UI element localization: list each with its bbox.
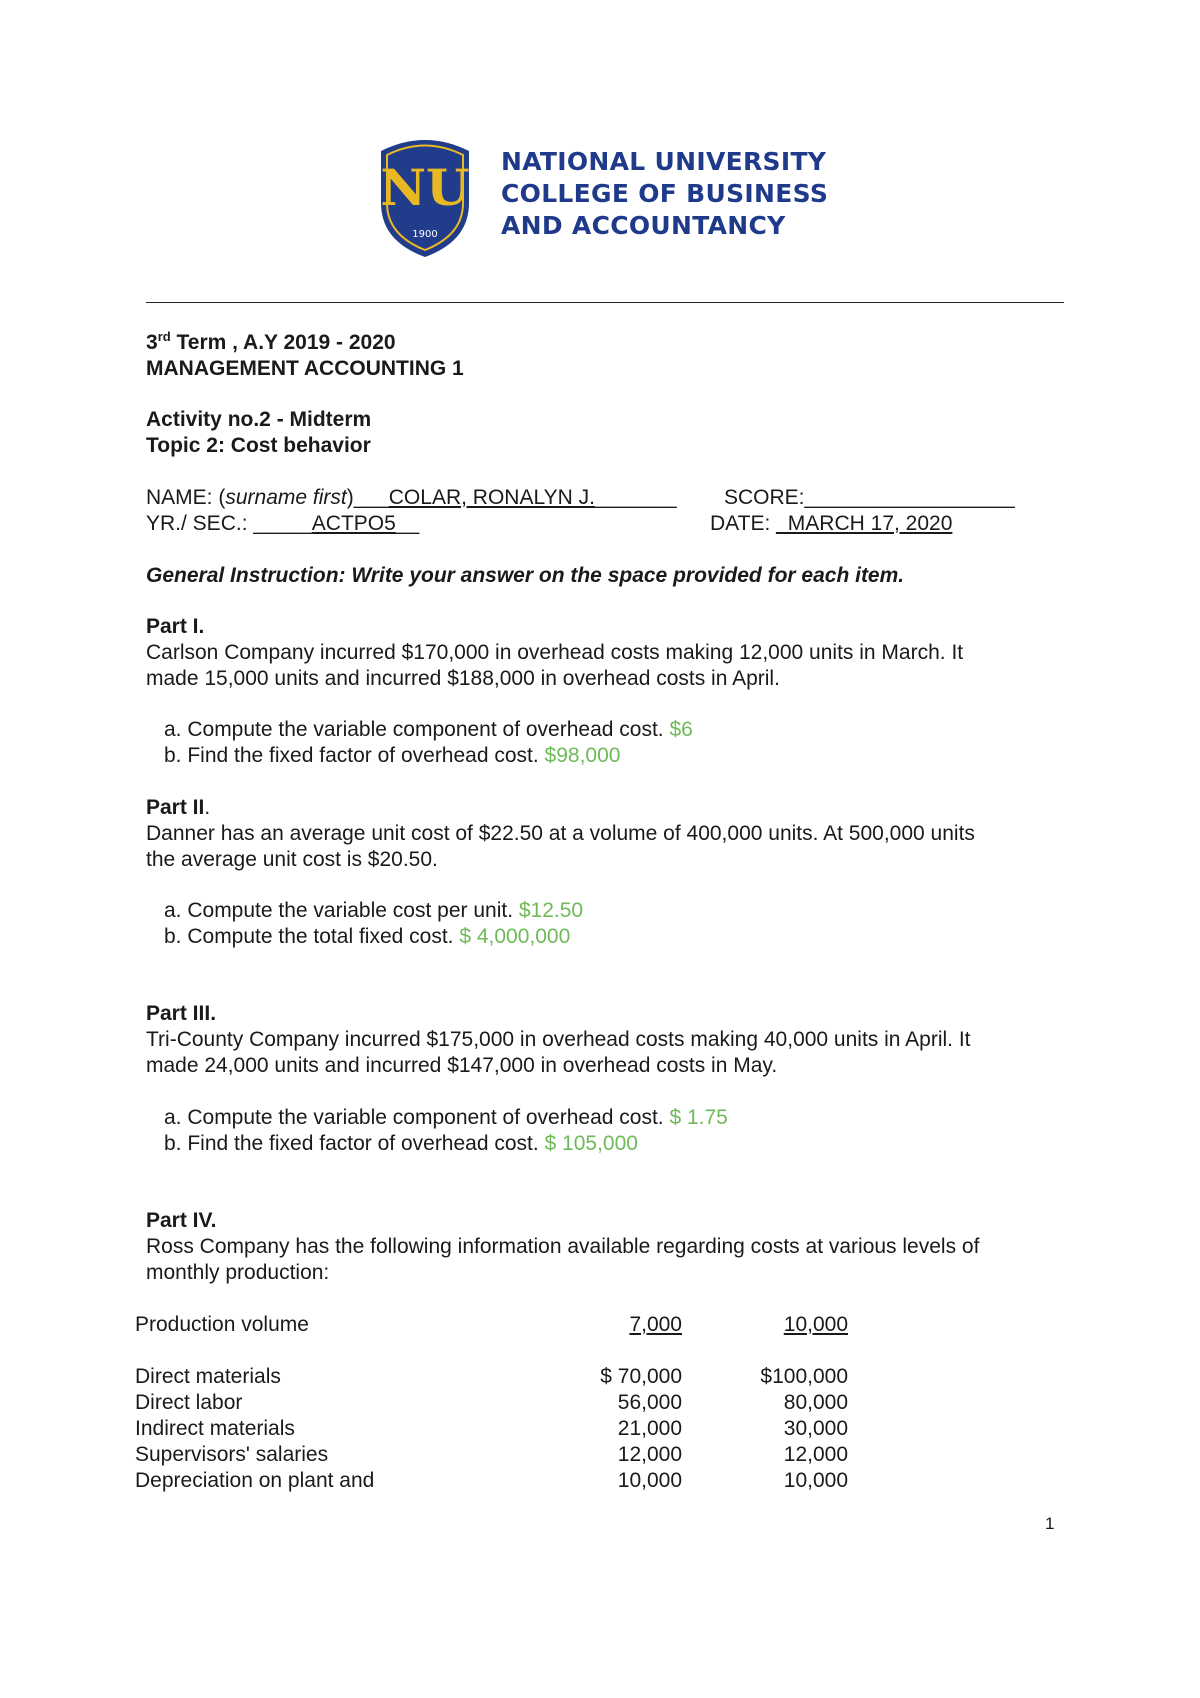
table-row-label: Direct materials <box>135 1365 281 1388</box>
table-cell: 30,000 <box>783 1417 848 1440</box>
activity-title: Activity no.2 - Midterm <box>146 408 372 431</box>
part-2-question-a: a. Compute the variable cost per unit. $12.50 <box>164 899 584 922</box>
part-2-text: Danner has an average unit cost of $22.50 at a volume of 400,000 units. At 500,000 units <box>146 822 975 845</box>
part-3-text: Tri-County Company incurred $175,000 in overhead costs making 40,000 units in April. It <box>146 1028 971 1051</box>
table-cell: 12,000 <box>783 1443 848 1466</box>
topic-title: Topic 2: Cost behavior <box>146 434 371 457</box>
part-3-text: made 24,000 units and incurred $147,000 in overhead costs in May. <box>146 1054 778 1077</box>
table-header-col1: 7,000 <box>629 1313 682 1336</box>
name-score-line: NAME: (surname first)___COLAR, RONALYN J._______ SCORE:__________________ <box>146 486 1015 509</box>
term-line: 3rd Term , A.Y 2019 - 2020 <box>146 329 396 354</box>
part-3-title: Part III. <box>146 1002 217 1025</box>
institution-name: NATIONAL UNIVERSITY COLLEGE OF BUSINESS AND ACCOUNTANCY <box>501 147 829 240</box>
table-row-label: Direct labor <box>135 1391 243 1414</box>
university-logo <box>371 133 479 259</box>
part-3-question-a: a. Compute the variable component of overhead cost. $ 1.75 <box>164 1106 728 1129</box>
table-header-label: Production volume <box>135 1313 309 1336</box>
logo-year: 1900 <box>412 229 438 240</box>
answer: $6 <box>669 718 693 741</box>
table-row-label: Indirect materials <box>135 1417 295 1440</box>
name-value: COLAR, RONALYN J. <box>388 486 595 509</box>
answer: $98,000 <box>544 744 621 767</box>
part-1-question-a: a. Compute the variable component of overhead cost. $6 <box>164 718 693 741</box>
part-2-title: Part II. <box>146 796 211 819</box>
answer: $ 4,000,000 <box>459 925 571 948</box>
table-cell: 10,000 <box>783 1469 848 1492</box>
part-4-text: Ross Company has the following information available regarding costs at various levels of <box>146 1235 980 1258</box>
score-blank: __________________ <box>804 486 1015 509</box>
answer: $12.50 <box>518 899 584 922</box>
part-4-text: monthly production: <box>146 1261 330 1284</box>
part-2-question-b: b. Compute the total fixed cost. $ 4,000,000 <box>164 925 571 948</box>
table-cell: $100,000 <box>760 1365 848 1388</box>
part-4-title: Part IV. <box>146 1209 217 1232</box>
general-instruction: General Instruction: Write your answer on the space provided for each item. <box>146 564 905 587</box>
table-cell: 12,000 <box>617 1443 682 1466</box>
part-1-text: made 15,000 units and incurred $188,000 in overhead costs in April. <box>146 667 780 690</box>
header-divider <box>146 302 1064 303</box>
table-cell: 10,000 <box>617 1469 682 1492</box>
part-2-text: the average unit cost is $20.50. <box>146 848 438 871</box>
table-row-label: Supervisors' salaries <box>135 1443 329 1466</box>
table-header-col2: 10,000 <box>783 1313 848 1336</box>
table-cell: 21,000 <box>617 1417 682 1440</box>
part-1-text: Carlson Company incurred $170,000 in overhead costs making 12,000 units in March. It <box>146 641 964 664</box>
answer: $ 1.75 <box>669 1106 728 1129</box>
part-3-question-b: b. Find the fixed factor of overhead cost. $ 105,000 <box>164 1132 638 1155</box>
page-number: 1 <box>1045 1514 1055 1533</box>
date-value: _MARCH 17, 2020 <box>776 512 953 535</box>
part-1-question-b: b. Find the fixed factor of overhead cost. $98,000 <box>164 744 621 767</box>
table-cell: 56,000 <box>617 1391 682 1414</box>
logo-letters: NU <box>380 158 470 217</box>
part-1-title: Part I. <box>146 615 205 638</box>
yrsec-date-line: YR./ SEC.: _____ACTPO5__ DATE: _MARCH 17, 2020 <box>146 512 953 535</box>
answer: $ 105,000 <box>544 1132 638 1155</box>
yrsec-value: ACTPO5 <box>311 512 396 535</box>
table-cell: $ 70,000 <box>600 1365 682 1388</box>
course-title: MANAGEMENT ACCOUNTING 1 <box>146 357 464 380</box>
table-row-label: Depreciation on plant and <box>135 1469 375 1492</box>
table-cell: 80,000 <box>783 1391 848 1414</box>
